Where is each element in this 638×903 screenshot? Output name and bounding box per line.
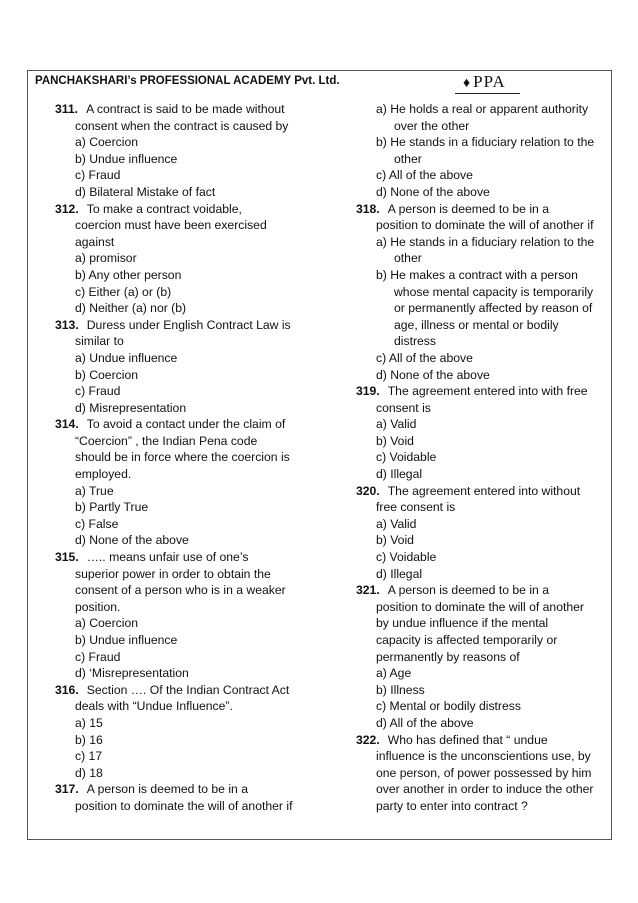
question-number: 315. [55, 550, 79, 565]
option-line: whose mental capacity is temporarily [394, 284, 594, 299]
option-line: b) Coercion [75, 367, 138, 382]
option-line: d) ‘Misrepresentation [75, 666, 189, 681]
option-line: b) Undue influence [75, 151, 178, 166]
question-stem-line: “Coercion” , the Indian Pena code [75, 433, 258, 448]
option-line: c) 17 [75, 749, 103, 764]
question-stem-line: should be in force where the coercion is [75, 450, 290, 465]
question-stem-line: deals with “Undue Influence”. [75, 699, 233, 714]
question-head [55, 416, 325, 433]
question-stem-line: A person is deemed to be in a [387, 583, 549, 598]
question-stem-line: permanently by reasons of [376, 649, 520, 664]
option-line: b) Partly True [75, 500, 149, 515]
question-stem-line: Who has defined that “ undue [387, 732, 548, 747]
question-number: 321. [356, 583, 380, 598]
question-head [55, 101, 325, 118]
question-number: 313. [55, 317, 79, 332]
option-line: d) None of the above [376, 184, 490, 199]
question-stem-line: capacity is affected temporarily or [376, 633, 558, 647]
logo-text: PPA [473, 72, 506, 91]
option-line: d) Misrepresentation [75, 400, 187, 415]
question-item [55, 549, 325, 682]
option-line: a) promisor [75, 251, 137, 266]
option-line: c) Fraud [75, 384, 121, 399]
ink-drop-icon: ♦ [463, 76, 472, 91]
question-stem-line: coercion must have been exercised [75, 218, 267, 233]
question-stem-line: free consent is [376, 500, 456, 515]
option-line: a) Age [376, 666, 412, 681]
option-line: a) True [75, 483, 114, 498]
option-line: or permanently affected by reason of [394, 301, 593, 316]
question-number: 318. [356, 201, 380, 216]
question-stem-line: A person is deemed to be in a [387, 201, 549, 216]
option-line: d) None of the above [376, 367, 490, 382]
question-item [356, 582, 611, 731]
question-head [356, 582, 611, 599]
option-line: c) Voidable [376, 550, 437, 565]
question-item [55, 416, 325, 549]
question-head [55, 682, 325, 699]
option-line: age, illness or mental or bodily [394, 317, 559, 332]
option-line: a) He holds a real or apparent authority [376, 102, 589, 116]
question-head [55, 317, 325, 334]
option-line: d) All of the above [376, 715, 474, 730]
option-line: a) 15 [75, 715, 103, 730]
question-stem-line: similar to [75, 334, 124, 349]
logo-underline [455, 93, 520, 94]
option-line: d) Illegal [376, 467, 423, 482]
option-line: b) He stands in a fiduciary relation to the [376, 135, 595, 150]
ppa-logo [463, 72, 506, 92]
option-line: b) Any other person [75, 267, 182, 282]
question-head [356, 483, 611, 500]
right-column [356, 101, 611, 815]
option-line: b) 16 [75, 732, 103, 747]
question-item [55, 201, 325, 317]
page-header-title: PANCHAKSHARI’s PROFESSIONAL ACADEMY Pvt. Ltd. [35, 75, 340, 87]
question-stem-line: position. [75, 599, 121, 614]
question-item [356, 383, 611, 483]
question-item [356, 201, 611, 384]
question-item [55, 317, 325, 417]
question-item [356, 732, 611, 815]
question-stem-line: against [75, 234, 115, 249]
option-line: a) Valid [376, 516, 417, 531]
question-stem-line: influence is the unconscientions use, by [376, 749, 591, 764]
option-line: d) Bilateral Mistake of fact [75, 184, 216, 199]
question-stem-line: one person, of power possessed by him [376, 765, 592, 780]
question-head [356, 201, 611, 218]
question-number: 312. [55, 201, 79, 216]
option-line: c) False [75, 516, 119, 531]
option-line: b) Void [376, 533, 414, 548]
question-stem-line: position to dominate the will of another if [75, 798, 293, 813]
question-item [55, 101, 325, 201]
option-line: b) Illness [376, 682, 425, 697]
question-item [55, 781, 325, 814]
question-stem-line: employed. [75, 467, 132, 482]
question-number: 317. [55, 782, 79, 797]
question-stem-line: position to dominate the will of another if [376, 218, 594, 233]
option-line: c) Mental or bodily distress [376, 699, 521, 714]
question-stem-line: Section …. Of the Indian Contract Act [86, 682, 290, 697]
option-line: distress [394, 334, 436, 349]
question-stem-line: superior power in order to obtain the [75, 566, 271, 581]
question-stem-line: The agreement entered into with free [387, 384, 588, 399]
option-line: a) Valid [376, 417, 417, 432]
question-stem-line: A person is deemed to be in a [86, 782, 248, 797]
question-head [55, 549, 325, 566]
option-line: c) All of the above [376, 168, 473, 183]
option-line: d) 18 [75, 765, 103, 780]
option-line: other [394, 251, 422, 266]
option-line: c) Fraud [75, 649, 121, 664]
left-column [55, 101, 325, 815]
option-line: b) Undue influence [75, 633, 178, 647]
question-stem-line: A contract is said to be made without [86, 102, 285, 116]
question-head [55, 781, 325, 798]
option-line: c) Voidable [376, 450, 437, 465]
question-stem-line: Duress under English Contract Law is [86, 317, 291, 332]
question-item [356, 101, 611, 201]
question-number: 322. [356, 732, 380, 747]
question-number: 320. [356, 483, 380, 498]
option-line: over the other [394, 118, 470, 133]
option-line: d) Neither (a) nor (b) [75, 301, 187, 316]
question-head [356, 383, 611, 400]
question-head [356, 732, 611, 749]
question-number: 314. [55, 417, 79, 432]
option-line: a) He stands in a fiduciary relation to the [376, 234, 595, 249]
option-line: a) Coercion [75, 616, 138, 631]
option-line: c) Either (a) or (b) [75, 284, 172, 299]
option-line: d) None of the above [75, 533, 189, 548]
option-line: a) Coercion [75, 135, 138, 150]
option-line: c) Fraud [75, 168, 121, 183]
question-stem-line: position to dominate the will of another [376, 599, 584, 614]
question-stem-line: To make a contract voidable, [86, 201, 242, 216]
question-stem-line: To avoid a contact under the claim of [86, 417, 286, 432]
question-item [55, 682, 325, 782]
question-number: 311. [55, 102, 79, 116]
question-stem-line: consent of a person who is in a weaker [75, 583, 286, 598]
question-head [55, 201, 325, 218]
question-stem-line: ….. means unfair use of one’s [86, 550, 249, 565]
question-stem-line: by undue influence if the mental [376, 616, 549, 631]
option-line: d) Illegal [376, 566, 423, 581]
question-stem-line: consent is [376, 400, 431, 415]
option-line: b) He makes a contract with a person [376, 267, 578, 282]
question-stem-line: over another in order to induce the other [376, 782, 594, 797]
question-number: 316. [55, 682, 79, 697]
question-item [356, 483, 611, 583]
option-line: a) Undue influence [75, 350, 178, 365]
question-stem-line: party to enter into contract ? [376, 798, 528, 813]
option-line: c) All of the above [376, 350, 473, 365]
question-number: 319. [356, 384, 380, 399]
question-stem-line: The agreement entered into without [387, 483, 581, 498]
question-stem-line: consent when the contract is caused by [75, 118, 289, 133]
option-line: b) Void [376, 433, 414, 448]
option-line: other [394, 151, 422, 166]
